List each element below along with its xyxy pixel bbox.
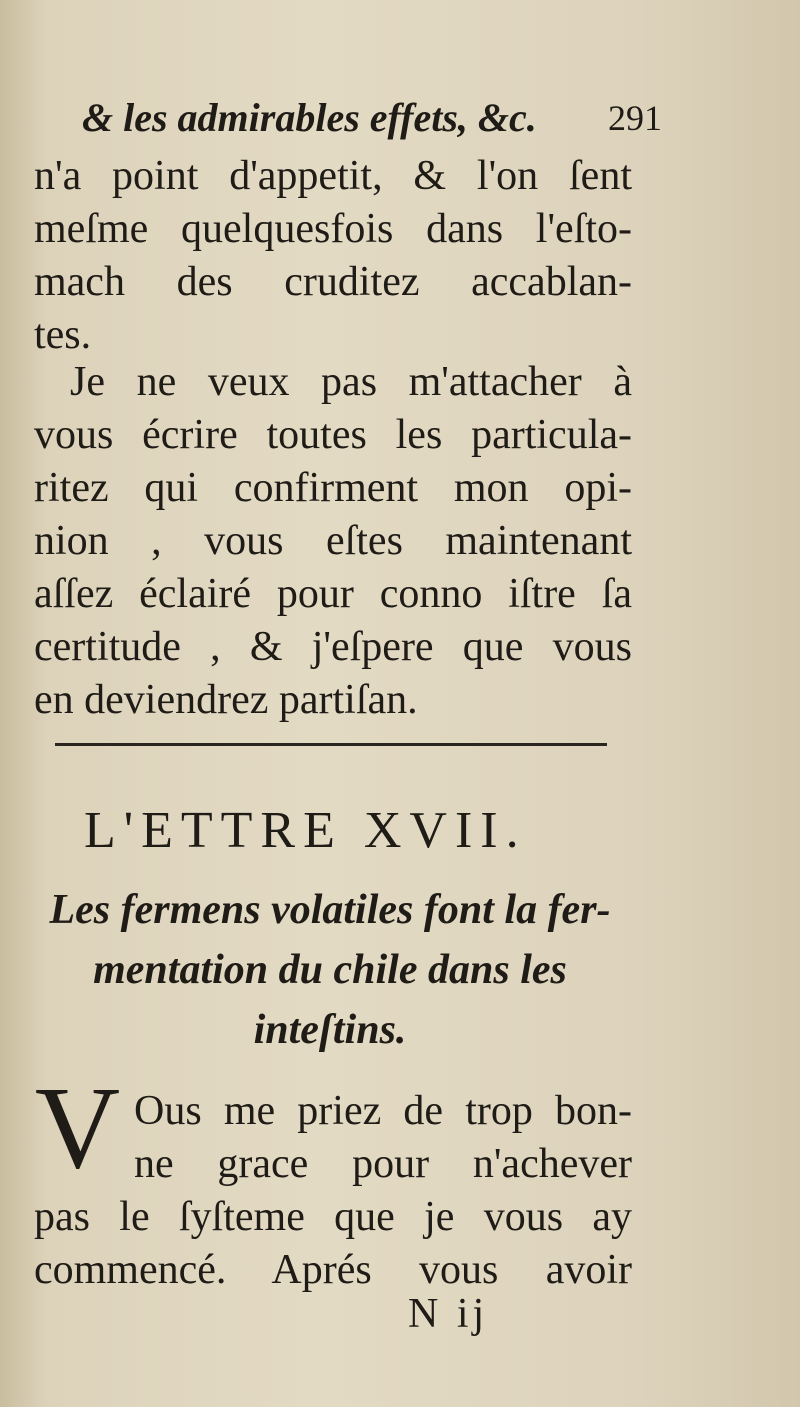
summary-line: Les fermens volatiles font la fer- [49, 887, 611, 933]
page-number: 291 [608, 98, 662, 138]
text-line: n'a point d'appetit, & l'on ſent [34, 153, 632, 199]
text-line: ritez qui confirment mon opi- [34, 465, 632, 511]
text-line: commencé. Aprés vous avoir [34, 1247, 632, 1293]
text-line: certitude , & j'eſpere que vous [34, 624, 632, 670]
letter-summary [30, 880, 630, 1060]
text-line: tes. [34, 312, 92, 358]
signature-mark: N ij [408, 1291, 489, 1337]
text-line: vous écrire toutes les particula- [34, 412, 632, 458]
paragraph-2 [34, 356, 632, 727]
text-line: meſme quelquesfois dans l'eſto- [34, 206, 632, 252]
drop-cap: V [34, 1062, 121, 1193]
text-line: Ous me priez de trop bon- [134, 1088, 632, 1134]
text-line: nion , vous eſtes maintenant [34, 518, 632, 564]
text-line: Je ne veux pas m'attacher à [70, 359, 632, 405]
letter-heading: L'ETTRE XVII. [84, 802, 527, 859]
text-line: pas le ſyſteme que je vous ay [34, 1194, 632, 1240]
running-header [82, 88, 662, 148]
summary-line: mentation du chile dans les [93, 947, 567, 993]
summary-line: inteſtins. [253, 1007, 407, 1053]
letter-opening [34, 1085, 632, 1297]
text-line: aſſez éclairé pour conno iſtre ſa [34, 571, 632, 617]
text-line: en deviendrez partiſan. [34, 677, 418, 723]
section-divider [55, 743, 607, 746]
text-line: mach des cruditez accablan- [34, 259, 632, 305]
paragraph-1 [34, 150, 632, 362]
text-line: ne grace pour n'achever [134, 1141, 632, 1187]
running-title: & les admirables effets, &c. [82, 95, 537, 140]
